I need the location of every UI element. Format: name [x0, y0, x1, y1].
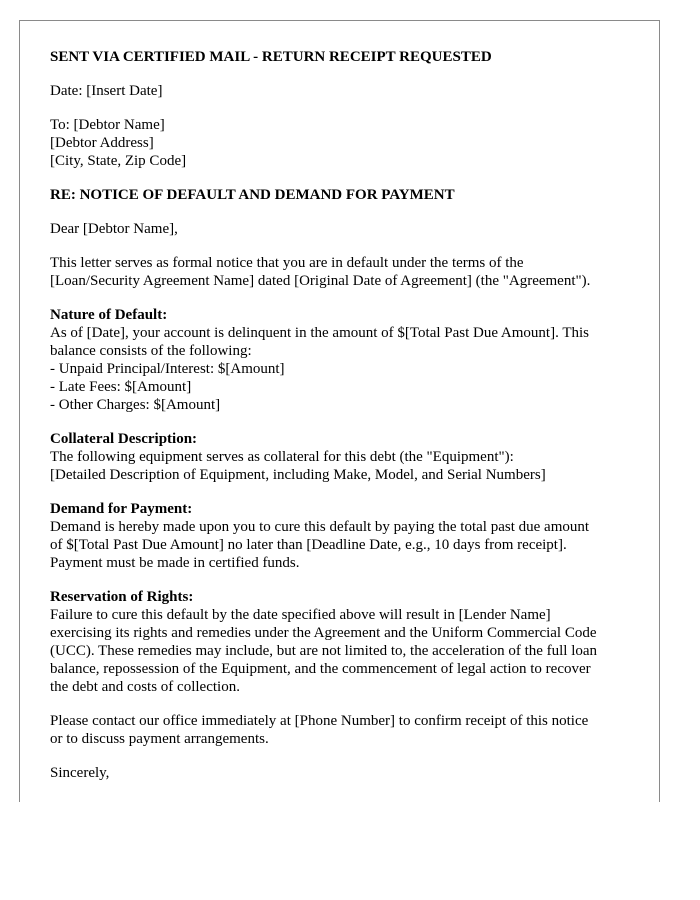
intro-line: This letter serves as formal notice that you are in default under the terms of the	[50, 255, 524, 271]
recipient-address	[50, 116, 640, 170]
closing-paragraph	[50, 712, 640, 748]
section-line: of $[Total Past Due Amount] no later than [Deadline Date, e.g., 10 days from receipt].	[50, 537, 567, 553]
section-heading: Collateral Description:	[50, 431, 198, 447]
section-heading: Reservation of Rights:	[50, 589, 194, 605]
reservation-section	[50, 588, 640, 696]
section-line: - Other Charges: $[Amount]	[50, 397, 221, 413]
mailing-header	[50, 48, 640, 66]
collateral-section	[50, 430, 640, 484]
section-line: Failure to cure this default by the date specified above will result in [Lender Name]	[50, 607, 551, 623]
section-heading: Demand for Payment:	[50, 501, 193, 517]
section-line: balance, repossession of the Equipment, and the commencement of legal action to recover	[50, 661, 591, 677]
section-line: balance consists of the following:	[50, 343, 252, 359]
mailing-header-text: SENT VIA CERTIFIED MAIL - RETURN RECEIPT REQUESTED	[50, 49, 492, 65]
salutation-block	[50, 220, 640, 238]
recipient-name-line: To: [Debtor Name]	[50, 117, 165, 133]
demand-section	[50, 500, 640, 572]
section-line: the debt and costs of collection.	[50, 679, 240, 695]
closing-line: or to discuss payment arrangements.	[50, 731, 269, 747]
letter-body	[50, 48, 640, 798]
date-block	[50, 82, 640, 100]
subject-line: RE: NOTICE OF DEFAULT AND DEMAND FOR PAYMENT	[50, 187, 455, 203]
section-heading: Nature of Default:	[50, 307, 168, 323]
section-line: Demand is hereby made upon you to cure this default by paying the total past due amount	[50, 519, 590, 535]
nature-of-default-section	[50, 306, 640, 414]
recipient-address-line: [Debtor Address]	[50, 135, 154, 151]
section-line: As of [Date], your account is delinquent in the amount of $[Total Past Due Amount]. This	[50, 325, 589, 341]
section-line: [Detailed Description of Equipment, including Make, Model, and Serial Numbers]	[50, 467, 546, 483]
intro-line: [Loan/Security Agreement Name] dated [Original Date of Agreement] (the "Agreement").	[50, 273, 591, 289]
section-line: exercising its rights and remedies under the Agreement and the Uniform Commercial Code	[50, 625, 597, 641]
subject-block	[50, 186, 640, 204]
salutation: Dear [Debtor Name],	[50, 221, 178, 237]
signoff-block	[50, 764, 640, 782]
section-line: (UCC). These remedies may include, but are not limited to, the acceleration of the full loan	[50, 643, 598, 659]
section-line: The following equipment serves as collateral for this debt (the "Equipment"):	[50, 449, 514, 465]
signoff: Sincerely,	[50, 765, 110, 781]
date-line: Date: [Insert Date]	[50, 83, 163, 99]
recipient-city-line: [City, State, Zip Code]	[50, 153, 187, 169]
section-line: - Late Fees: $[Amount]	[50, 379, 192, 395]
section-line: Payment must be made in certified funds.	[50, 555, 300, 571]
closing-line: Please contact our office immediately at [Phone Number] to confirm receipt of this notice	[50, 713, 589, 729]
letter-page	[19, 20, 660, 802]
section-line: - Unpaid Principal/Interest: $[Amount]	[50, 361, 285, 377]
intro-paragraph	[50, 254, 640, 290]
